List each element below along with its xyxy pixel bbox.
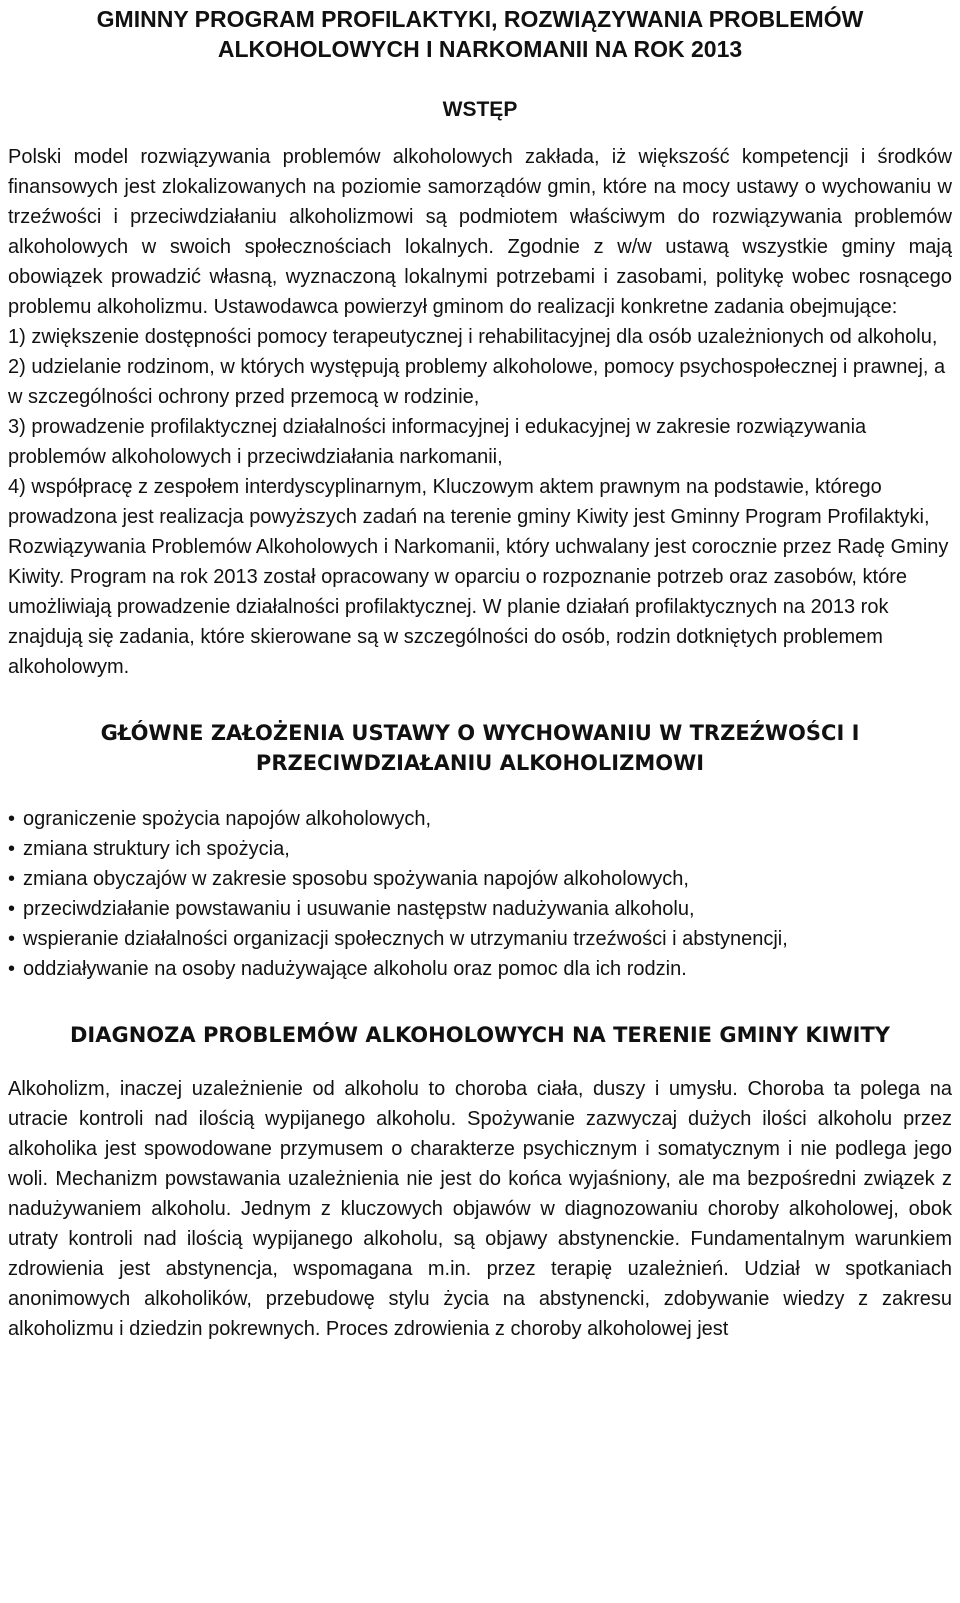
goals-list-item-text: wspieranie działalności organizacji społecznych w utrzymaniu trzeźwości i abstynencji, xyxy=(23,928,788,950)
intro-section xyxy=(8,96,952,682)
goals-list-item-text: oddziaływanie na osoby nadużywające alkoholu oraz pomoc dla ich rodzin. xyxy=(23,958,687,980)
document-title-line: GMINNY PROGRAM PROFILAKTYKI, ROZWIĄZYWANIA PROBLEMÓW xyxy=(96,6,864,32)
bullet-icon: • xyxy=(8,958,16,980)
intro-item: 4) współpracę z zespołem interdyscyplinarnym, Kluczowym aktem prawnym na podstawie, którego prowadzona jest realizacja powyższych zadań na terenie gminy Kiwity jest Gminny Program Profilaktyki, Rozwiązywania Problemów Alkoholowych i Narkomanii, który uchwalany jest corocznie przez Radę Gminy Kiwity. Program na rok 2013 został opracowany w oparciu o rozpoznanie potrzeb oraz zasobów, które umożliwiają prowadzenie działalności profilaktycznej. W planie działań profilaktycznych na 2013 rok znajdują się zadania, które skierowane są w szczególności do osób, rodzin dotkniętych problemem alkoholowym. xyxy=(8,476,949,678)
goals-list-item xyxy=(8,834,952,864)
intro-item: 3) prowadzenie profilaktycznej działalności informacyjnej i edukacyjnej w zakresie rozwiązywania problemów alkoholowych i przeciwdziałania narkomanii, xyxy=(8,416,867,468)
document-title xyxy=(8,4,952,64)
goals-heading-line: PRZECIWDZIAŁANIU ALKOHOLIZMOWI xyxy=(255,751,705,775)
diagnosis-heading: DIAGNOZA PROBLEMÓW ALKOHOLOWYCH NA TERENIE GMINY KIWITY xyxy=(70,1023,890,1047)
bullet-icon: • xyxy=(8,928,16,950)
goals-list-item-text: zmiana obyczajów w zakresie sposobu spożywania napojów alkoholowych, xyxy=(23,868,689,890)
intro-item: 1) zwiększenie dostępności pomocy terapeutycznej i rehabilitacyjnej dla osób uzależnionych od alkoholu, xyxy=(8,326,938,348)
bullet-icon: • xyxy=(8,838,16,860)
bullet-icon: • xyxy=(8,898,16,920)
goals-list-item-text: zmiana struktury ich spożycia, xyxy=(23,838,290,860)
goals-list-item-text: przeciwdziałanie powstawaniu i usuwanie następstw nadużywania alkoholu, xyxy=(23,898,695,920)
bullet-icon: • xyxy=(8,868,16,890)
goals-list-item-text: ograniczenie spożycia napojów alkoholowych, xyxy=(23,808,432,830)
goals-list-item xyxy=(8,804,952,834)
goals-list-item xyxy=(8,864,952,894)
goals-section xyxy=(8,718,952,984)
goals-list-item xyxy=(8,924,952,954)
goals-list xyxy=(8,804,952,984)
goals-list-item xyxy=(8,894,952,924)
intro-heading: WSTĘP xyxy=(442,98,518,121)
goals-heading-line: GŁÓWNE ZAŁOŻENIA USTAWY O WYCHOWANIU W TRZEŹWOŚCI I xyxy=(100,721,860,745)
bullet-icon: • xyxy=(8,808,16,830)
document-page xyxy=(0,4,960,1344)
goals-list-item xyxy=(8,954,952,984)
intro-item: 2) udzielanie rodzinom, w których występują problemy alkoholowe, pomocy psychospołecznej i prawnej, a w szczególności ochrony przed przemocą w rodzinie, xyxy=(8,356,946,408)
goals-heading xyxy=(8,718,952,778)
diagnosis-section xyxy=(8,1020,952,1344)
diagnosis-paragraph: Alkoholizm, inaczej uzależnienie od alkoholu to choroba ciała, duszy i umysłu. Choroba ta polega na utracie kontroli nad ilością wypijanego alkoholu. Spożywanie zazwyczaj dużych ilości alkoholu przez alkoholika jest spowodowane przymusem o charakterze psychicznym i somatycznym i nie podlega jego woli. Mechanizm powstawania uzależnienia nie jest do końca wyjaśniony, ale ma bezpośredni związek z nadużywaniem alkoholu. Jednym z kluczowych objawów w diagnozowaniu choroby alkoholowej, obok utraty kontroli nad ilością wypijanego alkoholu, są objawy abstynenckie. Fundamentalnym warunkiem zdrowienia jest abstynencja, wspomagana m.in. przez terapię uzależnień. Udział w spotkaniach anonimowych alkoholików, przebudowę stylu życia na abstynencki, zdobywanie wiedzy z zakresu alkoholizmu i dziedzin pokrewnych. Proces zdrowienia z choroby alkoholowej jest xyxy=(8,1078,952,1340)
document-title-line: ALKOHOLOWYCH I NARKOMANII NA ROK 2013 xyxy=(217,36,743,62)
intro-paragraph: Polski model rozwiązywania problemów alkoholowych zakłada, iż większość kompetencji i środków finansowych jest zlokalizowanych na poziomie samorządów gmin, które na mocy ustawy o wychowaniu w trzeźwości i przeciwdziałaniu alkoholizmowi są podmiotem właściwym do rozwiązywania problemów alkoholowych w swoich społecznościach lokalnych. Zgodnie z w/w ustawą wszystkie gminy mają obowiązek prowadzić własną, wyznaczoną lokalnymi potrzebami i zasobami, politykę wobec rosnącego problemu alkoholizmu. Ustawodawca powierzył gminom do realizacji konkretne zadania obejmujące: xyxy=(8,146,952,318)
